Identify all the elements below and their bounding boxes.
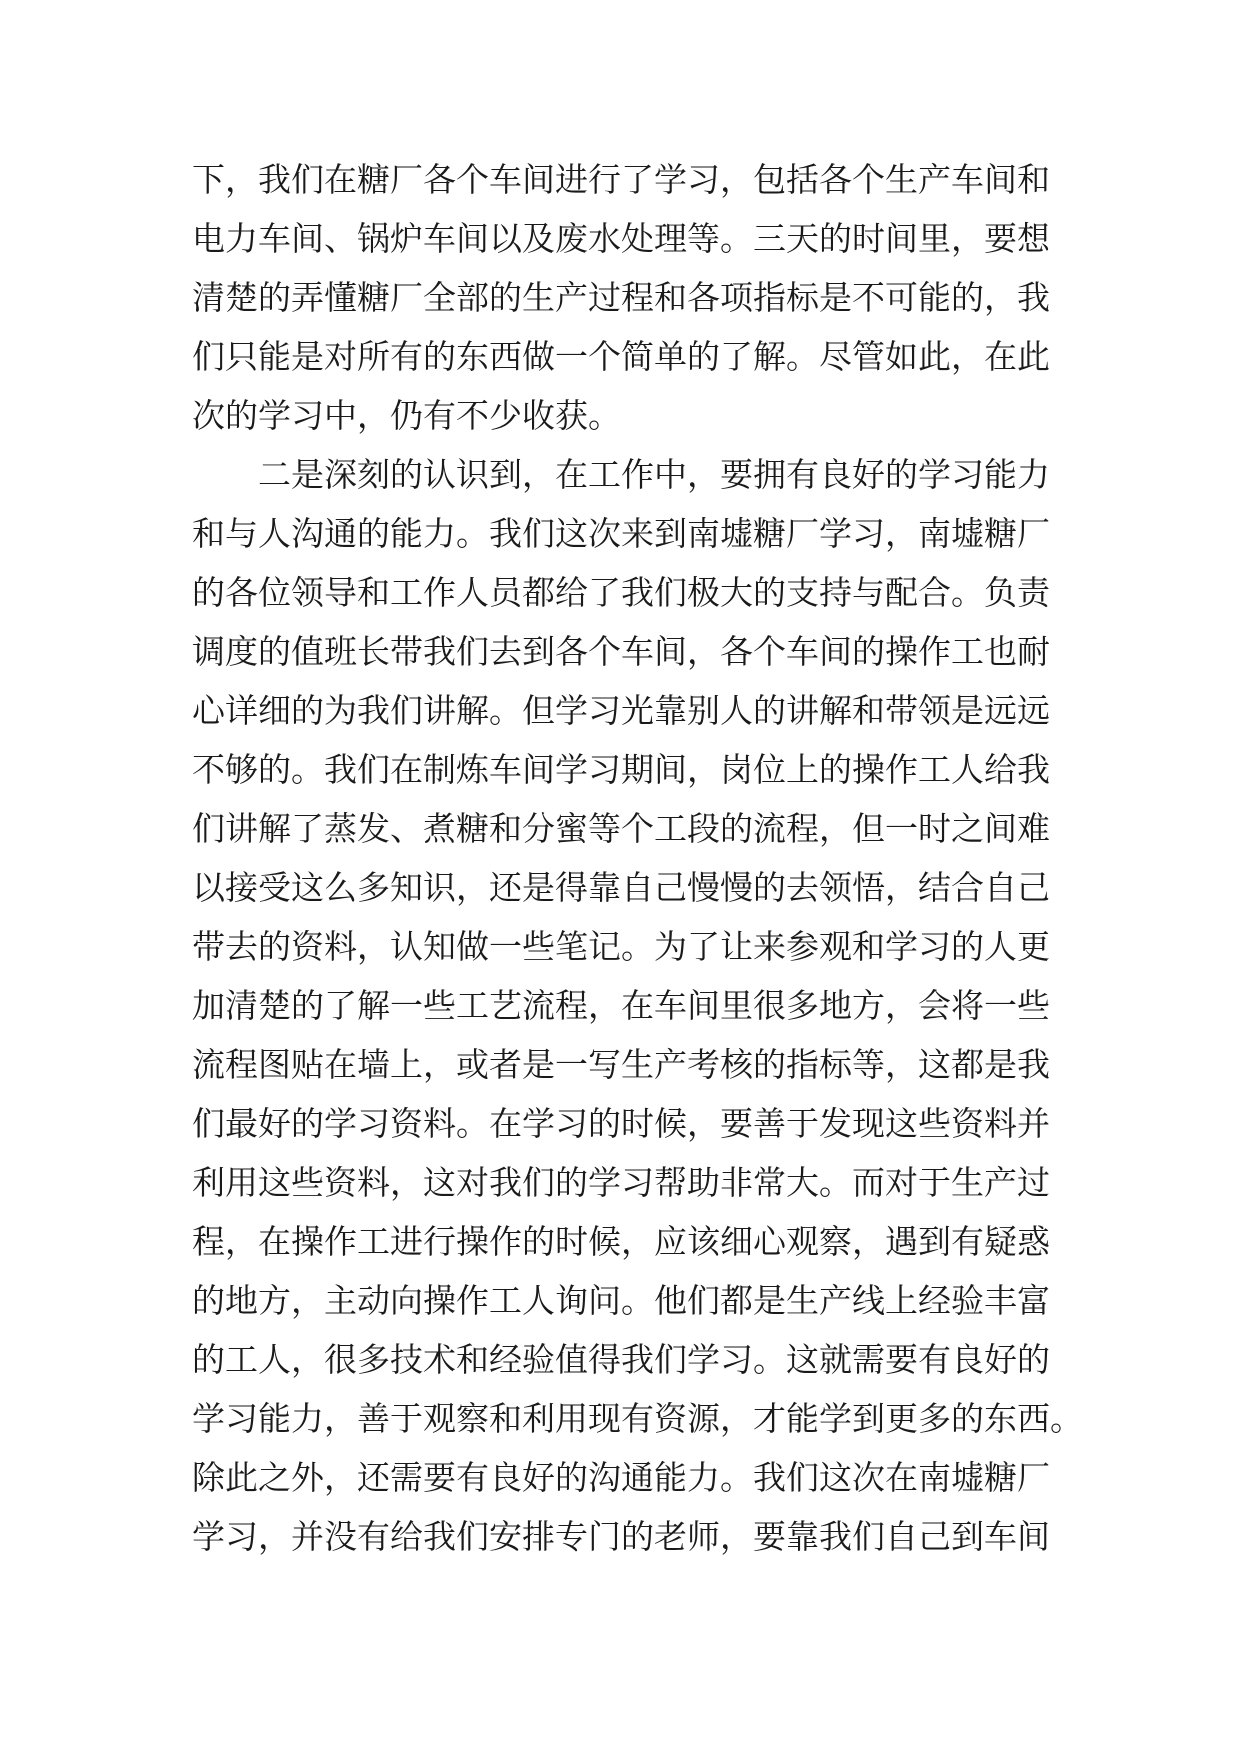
text-line: 学习能力，善于观察和利用现有资源，才能学到更多的东西。 xyxy=(192,1399,1083,1438)
text-line: 的工人，很多技术和经验值得我们学习。这就需要有良好的 xyxy=(192,1340,1050,1379)
text-line: 下，我们在糖厂各个车间进行了学习，包括各个生产车间和 xyxy=(192,160,1050,199)
text-line: 程，在操作工进行操作的时候，应该细心观察，遇到有疑惑 xyxy=(192,1222,1050,1261)
paragraph xyxy=(192,150,1050,445)
text-line: 们讲解了蒸发、煮糖和分蜜等个工段的流程，但一时之间难 xyxy=(192,809,1050,848)
text-line: 清楚的弄懂糖厂全部的生产过程和各项指标是不可能的，我 xyxy=(192,278,1050,317)
text-line: 们最好的学习资料。在学习的时候，要善于发现这些资料并 xyxy=(192,1104,1050,1143)
paragraph xyxy=(192,445,1083,1566)
text-line: 们只能是对所有的东西做一个简单的了解。尽管如此，在此 xyxy=(192,337,1050,376)
text-line: 学习，并没有给我们安排专门的老师，要靠我们自己到车间 xyxy=(192,1517,1050,1556)
text-line: 的各位领导和工作人员都给了我们极大的支持与配合。负责 xyxy=(192,573,1050,612)
text-line: 二是深刻的认识到，在工作中，要拥有良好的学习能力 xyxy=(258,455,1050,494)
text-line: 带去的资料，认知做一些笔记。为了让来参观和学习的人更 xyxy=(192,927,1050,966)
text-line: 加清楚的了解一些工艺流程，在车间里很多地方，会将一些 xyxy=(192,986,1050,1025)
text-line: 心详细的为我们讲解。但学习光靠别人的讲解和带领是远远 xyxy=(192,691,1050,730)
text-line: 以接受这么多知识，还是得靠自己慢慢的去领悟，结合自己 xyxy=(192,868,1050,907)
text-line: 的地方，主动向操作工人询问。他们都是生产线上经验丰富 xyxy=(192,1281,1050,1320)
text-line: 流程图贴在墙上，或者是一写生产考核的指标等，这都是我 xyxy=(192,1045,1050,1084)
text-line: 和与人沟通的能力。我们这次来到南墟糖厂学习，南墟糖厂 xyxy=(192,514,1050,553)
text-line: 不够的。我们在制炼车间学习期间，岗位上的操作工人给我 xyxy=(192,750,1050,789)
text-line: 次的学习中，仍有不少收获。 xyxy=(192,396,621,435)
text-line: 调度的值班长带我们去到各个车间，各个车间的操作工也耐 xyxy=(192,632,1050,671)
body-text xyxy=(192,150,1083,1566)
text-line: 利用这些资料，这对我们的学习帮助非常大。而对于生产过 xyxy=(192,1163,1050,1202)
text-line: 除此之外，还需要有良好的沟通能力。我们这次在南墟糖厂 xyxy=(192,1458,1050,1497)
text-line: 电力车间、锅炉车间以及废水处理等。三天的时间里，要想 xyxy=(192,219,1050,258)
